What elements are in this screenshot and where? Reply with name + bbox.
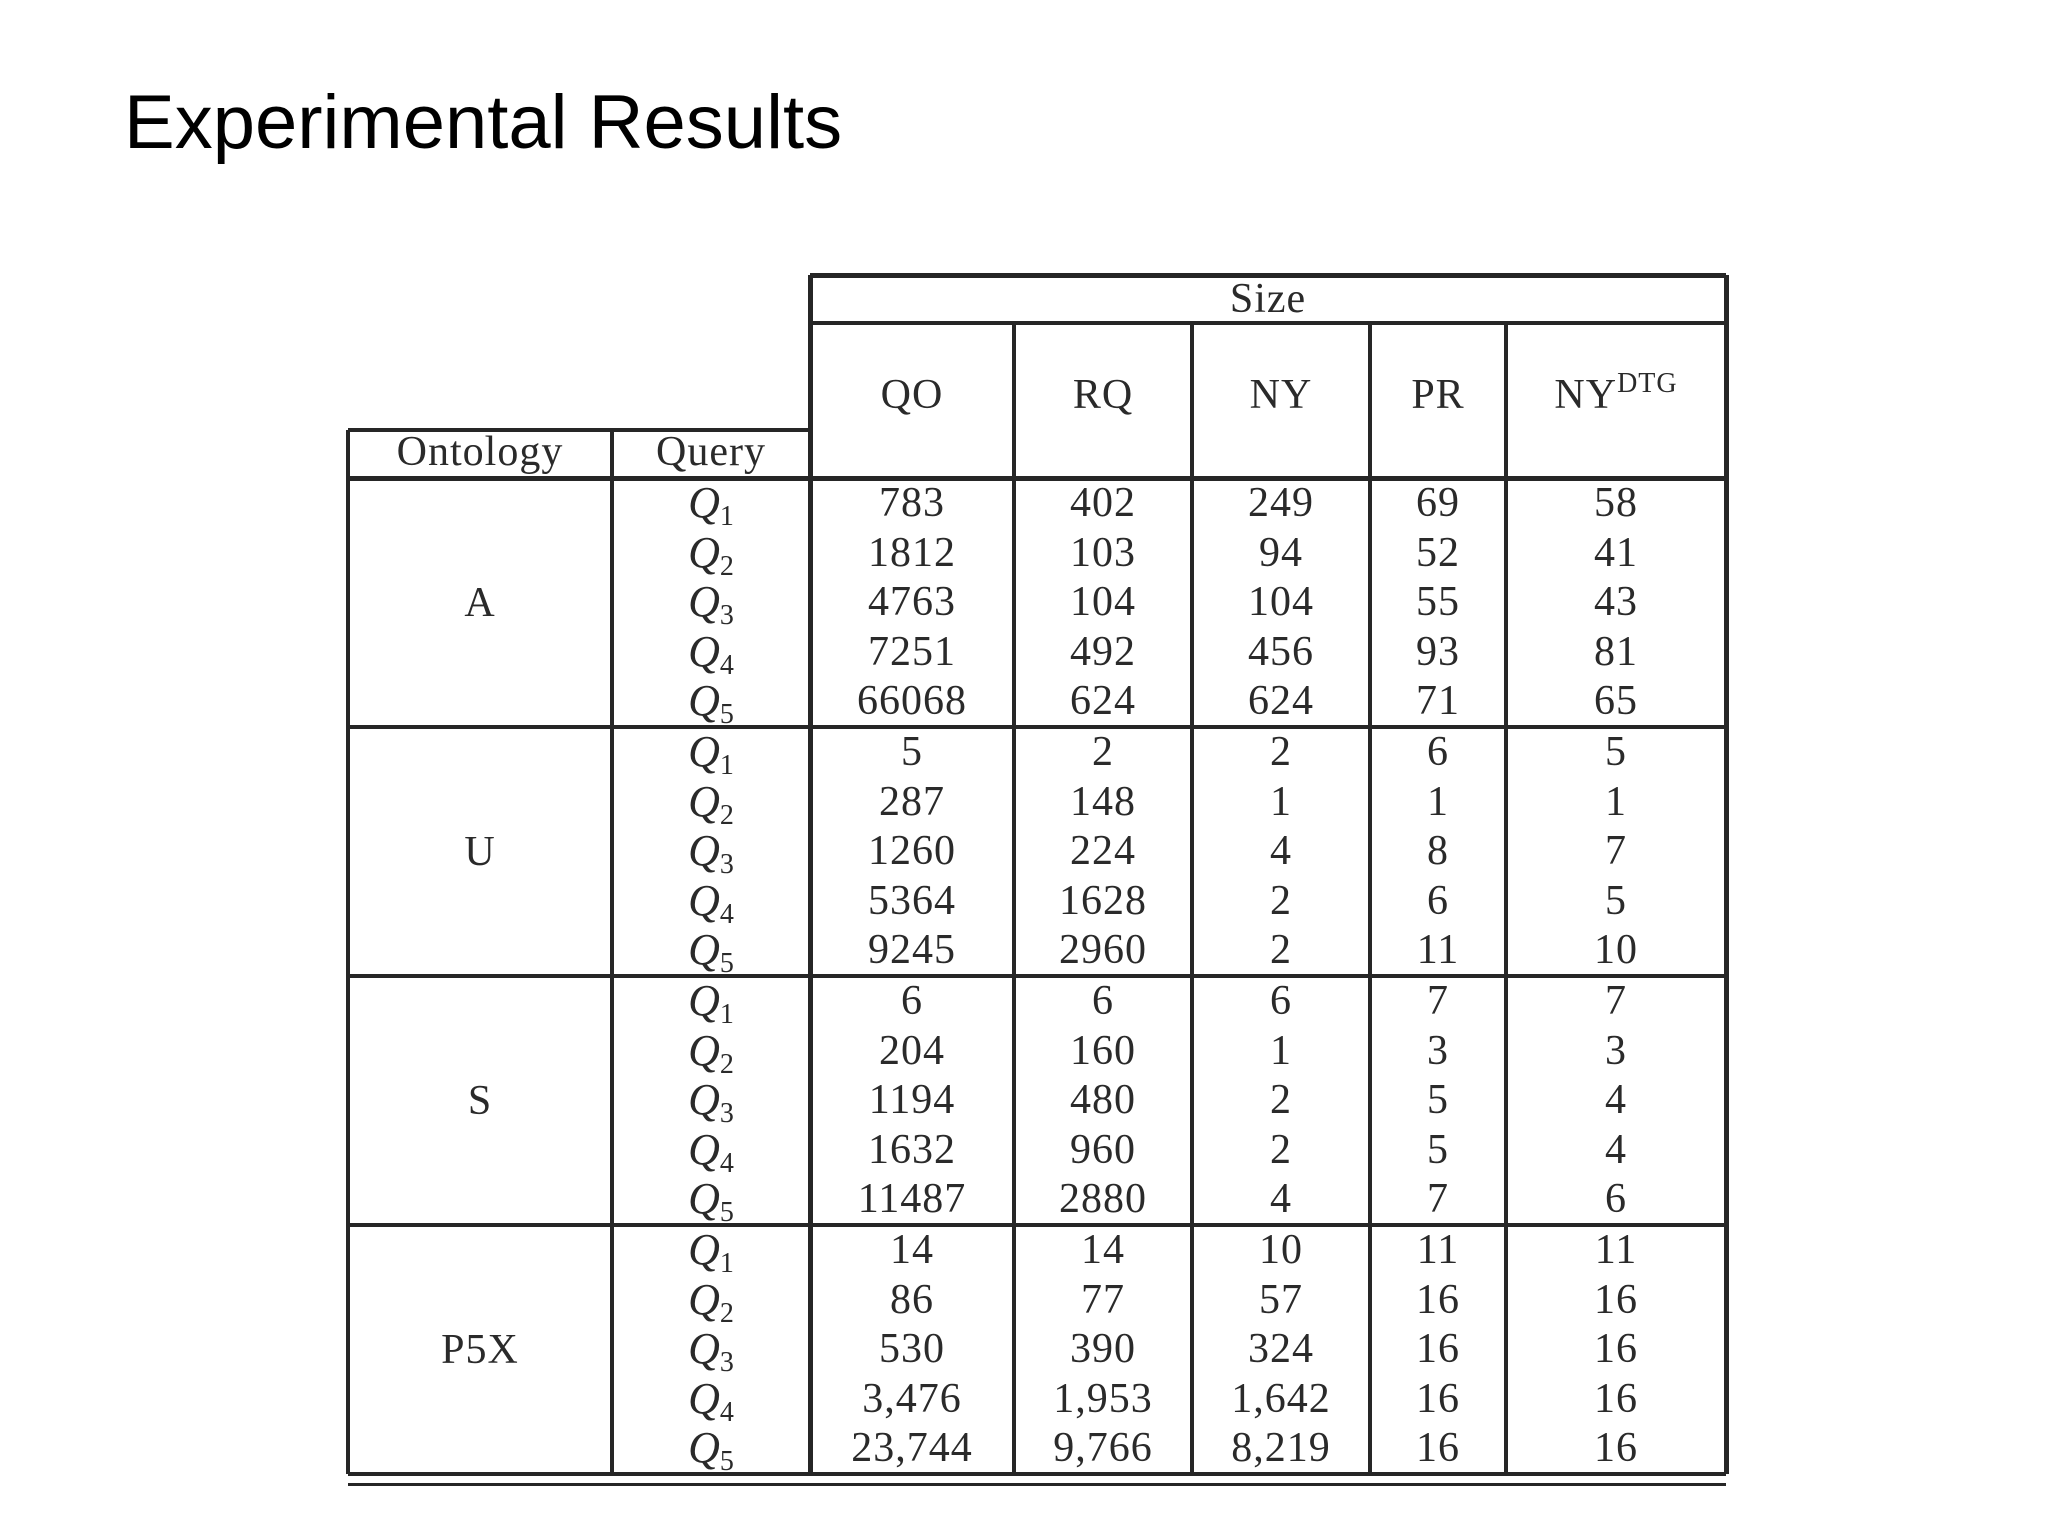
query-label-subscript: 2 [719, 799, 734, 831]
column-header [1506, 367, 1726, 427]
table-cell: 1 [1270, 778, 1292, 825]
table-cell: 6 [901, 978, 923, 1024]
table-cell: 65 [1594, 678, 1638, 724]
table-cell: 6 [1605, 1176, 1627, 1222]
table-cell: 7 [1605, 978, 1627, 1024]
query-label-subscript: 4 [719, 649, 734, 681]
query-label [612, 626, 810, 681]
table-cell: 94 [1259, 529, 1303, 576]
table-cell: 402 [1070, 480, 1136, 526]
query-label-base: Q [688, 527, 720, 577]
query-label [612, 1124, 810, 1179]
column-header [1014, 371, 1192, 427]
query-label-base: Q [688, 826, 720, 875]
query-label [612, 826, 810, 880]
table-cell: 1194 [868, 1077, 956, 1123]
table-cell: 4763 [868, 579, 956, 625]
query-label-base: Q [688, 1124, 720, 1174]
results-table [348, 275, 1728, 1475]
query-label-base: Q [688, 976, 720, 1025]
table-cell: 2 [1270, 927, 1292, 973]
table-cell: 390 [1070, 1326, 1136, 1372]
table-cell: 86 [890, 1276, 934, 1323]
table-cell: 783 [879, 480, 945, 526]
query-label [612, 577, 810, 631]
table-cell: 1 [1427, 778, 1449, 825]
table-cell: 5 [901, 729, 923, 775]
table-cell: 1632 [868, 1126, 956, 1173]
table-cell: 7 [1605, 828, 1627, 874]
table-cell: 5364 [868, 877, 956, 924]
query-label-subscript: 4 [719, 1147, 734, 1179]
table-cell: 104 [1070, 579, 1136, 625]
table-cell: 2880 [1059, 1176, 1147, 1222]
query-label [612, 776, 810, 831]
table-cell: 1 [1270, 1027, 1292, 1074]
table-cell: 8,219 [1231, 1425, 1331, 1471]
table-cell: 2960 [1059, 927, 1147, 973]
query-label [612, 1225, 810, 1279]
query-label-base: Q [688, 727, 720, 776]
table-cell: 204 [879, 1027, 945, 1074]
query-label-base: Q [688, 776, 720, 826]
table-cell: 93 [1416, 628, 1460, 675]
table-cell: 624 [1070, 678, 1136, 724]
table-cell: 57 [1259, 1276, 1303, 1323]
query-label-base: Q [688, 676, 720, 725]
table-cell: 324 [1248, 1326, 1314, 1372]
query-label-base: Q [688, 1373, 720, 1423]
table-cell: 41 [1594, 529, 1638, 576]
query-label [612, 727, 810, 781]
table-cell: 58 [1594, 480, 1638, 526]
table-cell: 4 [1605, 1077, 1627, 1123]
table-cell: 1628 [1059, 877, 1147, 924]
query-label [612, 976, 810, 1030]
query-label-subscript: 3 [719, 600, 734, 631]
column-header [810, 371, 1014, 427]
query-label [612, 1274, 810, 1329]
query-label [612, 1174, 810, 1228]
table-cell: 2 [1270, 1126, 1292, 1173]
query-label-subscript: 4 [719, 1396, 734, 1428]
query-label [612, 1075, 810, 1129]
query-label [612, 478, 810, 532]
table-cell: 7 [1427, 978, 1449, 1024]
table-cell: 14 [1081, 1227, 1125, 1273]
table-cell: 6 [1427, 729, 1449, 775]
column-header [1192, 371, 1370, 427]
column-header [1370, 371, 1506, 427]
table-cell: 1260 [868, 828, 956, 874]
table-cell: 3 [1427, 1027, 1449, 1074]
table-cell: 16 [1594, 1425, 1638, 1471]
table-cell: 480 [1070, 1077, 1136, 1123]
table-cell: 11 [1416, 927, 1460, 973]
query-label-base: Q [688, 577, 720, 626]
query-label-subscript: 1 [719, 999, 734, 1030]
ontology-label: A [464, 579, 496, 626]
table-cell: 1812 [868, 529, 956, 576]
table-cell: 8 [1427, 828, 1449, 874]
table-cell: 10 [1594, 927, 1638, 973]
table-cell: 492 [1070, 628, 1136, 675]
table-cell: 71 [1416, 678, 1460, 724]
table-cell: 6 [1427, 877, 1449, 924]
table-cell: 23,744 [851, 1425, 973, 1471]
query-label-subscript: 3 [719, 1347, 734, 1378]
table-cell: 16 [1594, 1326, 1638, 1372]
table-double-bottom-rule [348, 1483, 1726, 1486]
table-cell: 5 [1427, 1126, 1449, 1173]
ontology-label: U [464, 828, 496, 875]
query-label-subscript: 5 [719, 699, 734, 730]
ontology-label: S [467, 1077, 493, 1124]
query-label-subscript: 1 [719, 750, 734, 781]
table-cell: 5 [1427, 1077, 1449, 1123]
table-cell: 7 [1427, 1176, 1449, 1222]
table-cell: 11 [1416, 1227, 1460, 1273]
table-cell: 16 [1594, 1375, 1638, 1422]
query-label-subscript: 1 [719, 501, 734, 532]
table-cell: 1,953 [1053, 1375, 1153, 1422]
table-cell: 624 [1248, 678, 1314, 724]
table-cell: 9,766 [1053, 1425, 1153, 1471]
table-cell: 2 [1270, 729, 1292, 775]
table-cell: 2 [1270, 877, 1292, 924]
table-cell: 4 [1605, 1126, 1627, 1173]
query-label-subscript: 3 [719, 1098, 734, 1129]
column-header-superscript: DTG [1617, 367, 1678, 399]
table-cell: 11487 [857, 1176, 967, 1222]
query-label [612, 1423, 810, 1477]
table-cell: 52 [1416, 529, 1460, 576]
ontology-header: Ontology [396, 429, 564, 475]
table-cell: 16 [1416, 1375, 1460, 1422]
query-label-subscript: 3 [719, 849, 734, 880]
table-cell: 11 [1594, 1227, 1638, 1273]
table-cell: 249 [1248, 480, 1314, 526]
query-label [612, 527, 810, 582]
slide-title: Experimental Results [124, 80, 843, 165]
table-cell: 3 [1605, 1027, 1627, 1074]
table-cell: 1,642 [1231, 1375, 1331, 1422]
table-cell: 287 [879, 778, 945, 825]
table-cell: 16 [1416, 1425, 1460, 1471]
size-header: Size [1229, 276, 1307, 322]
column-header-label: PR [1411, 371, 1465, 418]
table-cell: 3,476 [862, 1375, 962, 1422]
table-cell: 2 [1270, 1077, 1292, 1123]
table-cell: 14 [890, 1227, 934, 1273]
query-label-subscript: 4 [719, 898, 734, 930]
query-label-subscript: 1 [719, 1248, 734, 1279]
query-label [612, 875, 810, 930]
query-label-base: Q [688, 875, 720, 925]
table-cell: 7251 [868, 628, 956, 675]
query-label-base: Q [688, 626, 720, 676]
table-cell: 6 [1092, 978, 1114, 1024]
query-label-base: Q [688, 1225, 720, 1274]
table-cell: 77 [1081, 1276, 1125, 1323]
query-label [612, 676, 810, 730]
ontology-label: P5X [441, 1326, 519, 1373]
column-header-label: NY [1249, 371, 1313, 418]
table-cell: 16 [1416, 1326, 1460, 1372]
table-cell: 6 [1270, 978, 1292, 1024]
query-header: Query [656, 429, 766, 475]
table-cell: 960 [1070, 1126, 1136, 1173]
column-header-label: NY [1554, 371, 1618, 418]
column-header-label: QO [880, 371, 944, 418]
query-label-subscript: 2 [719, 1048, 734, 1080]
table-cell: 4 [1270, 1176, 1292, 1222]
query-label-base: Q [688, 1274, 720, 1324]
table-cell: 16 [1416, 1276, 1460, 1323]
table-cell: 5 [1605, 877, 1627, 924]
table-cell: 148 [1070, 778, 1136, 825]
query-label-subscript: 5 [719, 1197, 734, 1228]
table-cell: 160 [1070, 1027, 1136, 1074]
query-label-base: Q [688, 478, 720, 527]
table-cell: 69 [1416, 480, 1460, 526]
table-cell: 9245 [868, 927, 956, 973]
table-cell: 66068 [857, 678, 967, 724]
query-label [612, 925, 810, 979]
query-label-subscript: 2 [719, 550, 734, 582]
query-label [612, 1025, 810, 1080]
query-label-base: Q [688, 1174, 720, 1223]
table-cell: 43 [1594, 579, 1638, 625]
query-label-subscript: 5 [719, 948, 734, 979]
table-cell: 81 [1594, 628, 1638, 675]
query-label-subscript: 5 [719, 1446, 734, 1477]
table-cell: 4 [1270, 828, 1292, 874]
table-cell: 1 [1605, 778, 1627, 825]
query-label-base: Q [688, 1075, 720, 1124]
query-label-base: Q [688, 1423, 720, 1472]
table-cell: 10 [1259, 1227, 1303, 1273]
query-label-base: Q [688, 925, 720, 974]
table-cell: 224 [1070, 828, 1136, 874]
query-label [612, 1324, 810, 1378]
query-label-subscript: 2 [719, 1297, 734, 1329]
table-cell: 103 [1070, 529, 1136, 576]
table-cell: 5 [1605, 729, 1627, 775]
query-label-base: Q [688, 1324, 720, 1373]
column-header-label: RQ [1072, 371, 1134, 418]
table-cell: 55 [1416, 579, 1460, 625]
table-cell: 2 [1092, 729, 1114, 775]
query-label-base: Q [688, 1025, 720, 1075]
query-label [612, 1373, 810, 1428]
table-cell: 456 [1248, 628, 1314, 675]
table-cell: 104 [1248, 579, 1314, 625]
table-cell: 16 [1594, 1276, 1638, 1323]
table-cell: 530 [879, 1326, 945, 1372]
